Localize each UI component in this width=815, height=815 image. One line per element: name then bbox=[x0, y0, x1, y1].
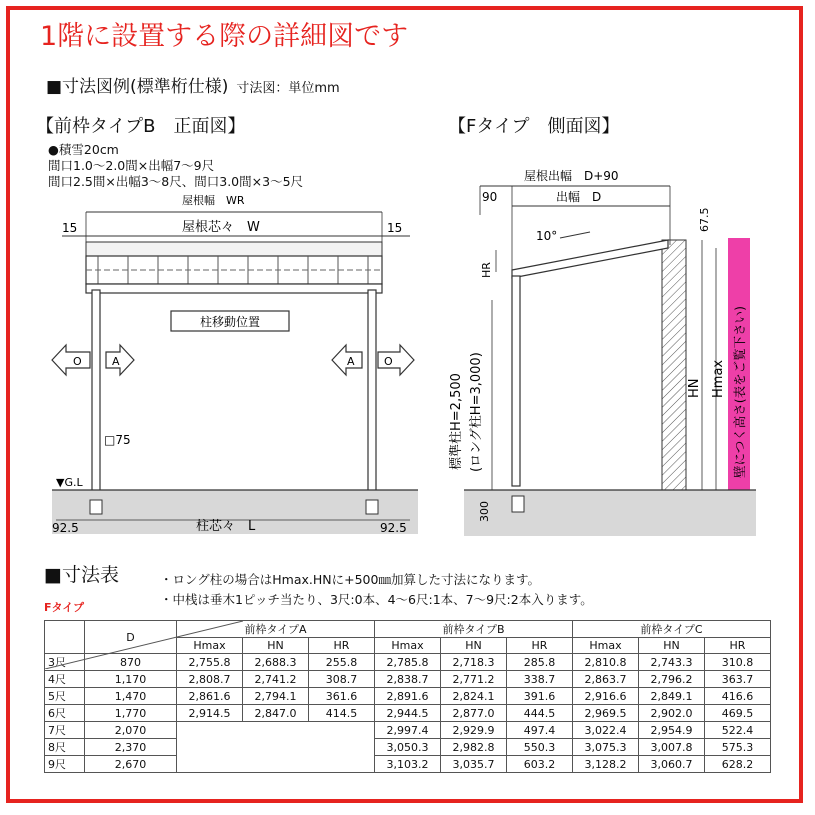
a-hn-header: HN bbox=[243, 638, 309, 654]
row-c-cell: 3,022.4 bbox=[573, 722, 639, 739]
roof-width-label: 屋根幅 WR bbox=[182, 194, 245, 207]
row-b-cell: 2,877.0 bbox=[441, 705, 507, 722]
front-view-drawing bbox=[52, 193, 418, 535]
unit-note: 寸法図：単位mm bbox=[236, 81, 340, 96]
row-a-cell: 2,808.7 bbox=[177, 671, 243, 688]
dimension-table-body bbox=[45, 654, 771, 773]
c-hr-header: HR bbox=[705, 638, 771, 654]
table-row bbox=[45, 688, 771, 705]
row-c-cell: 2,863.7 bbox=[573, 671, 639, 688]
row-b-cell: 2,997.4 bbox=[375, 722, 441, 739]
long-post-note: ・ロング柱の場合はHmax.HNに+500㎜加算した寸法になります。 bbox=[160, 572, 540, 587]
d-header: D bbox=[85, 621, 177, 654]
projection-label: 出幅 D bbox=[556, 190, 602, 204]
row-d: 1,770 bbox=[85, 705, 177, 722]
post-size-label: □75 bbox=[104, 433, 131, 447]
row-a-cell: 361.6 bbox=[309, 688, 375, 705]
row-d: 1,470 bbox=[85, 688, 177, 705]
standard-post-label: 標準柱H=2,500 bbox=[449, 373, 464, 470]
row-size: 9尺 bbox=[45, 756, 85, 773]
row-c-cell: 628.2 bbox=[705, 756, 771, 773]
row-b-cell: 2,982.8 bbox=[441, 739, 507, 756]
group-a-header: 前枠タイプA bbox=[177, 621, 375, 638]
group-b-header: 前枠タイプB bbox=[375, 621, 573, 638]
a-hmax-header: Hmax bbox=[177, 638, 243, 654]
row-c-cell: 416.6 bbox=[705, 688, 771, 705]
row-a-cell: 255.8 bbox=[309, 654, 375, 671]
table-row bbox=[45, 739, 771, 756]
row-a-cell: 2,755.8 bbox=[177, 654, 243, 671]
row-a-cell: 2,741.2 bbox=[243, 671, 309, 688]
left-15-label: 15 bbox=[62, 221, 78, 235]
post-move-label: 柱移動位置 bbox=[199, 315, 261, 329]
post-core-label: 柱芯々 L bbox=[196, 519, 256, 534]
row-c-cell: 2,916.6 bbox=[573, 688, 639, 705]
b-hr-header: HR bbox=[507, 638, 573, 654]
right-footing bbox=[366, 500, 378, 514]
roof-core-label: 屋根芯々 W bbox=[182, 220, 260, 235]
row-a-cell: 414.5 bbox=[309, 705, 375, 722]
row-c-cell: 2,969.5 bbox=[573, 705, 639, 722]
page-title: 1階に設置する際の詳細図です bbox=[40, 21, 409, 52]
f-type-label: Fタイプ bbox=[44, 601, 84, 614]
row-b-cell: 285.8 bbox=[507, 654, 573, 671]
right-925-label: 92.5 bbox=[380, 521, 407, 535]
roof-front-frame bbox=[86, 242, 382, 256]
row-d: 2,070 bbox=[85, 722, 177, 739]
row-b-cell: 2,771.2 bbox=[441, 671, 507, 688]
arrow-a-right-label: A bbox=[347, 355, 355, 368]
table-row bbox=[45, 671, 771, 688]
hr-label: HR bbox=[480, 262, 493, 278]
row-a-cell: 2,794.1 bbox=[243, 688, 309, 705]
side-view-drawing bbox=[448, 168, 756, 536]
side-view-heading: 【Fタイプ 側面図】 bbox=[448, 116, 620, 137]
row-b-cell: 2,891.6 bbox=[375, 688, 441, 705]
left-footing bbox=[90, 500, 102, 514]
row-d: 2,670 bbox=[85, 756, 177, 773]
c-hmax-header: Hmax bbox=[573, 638, 639, 654]
row-b-cell: 550.3 bbox=[507, 739, 573, 756]
row-c-cell: 575.3 bbox=[705, 739, 771, 756]
table-row bbox=[45, 705, 771, 722]
row-a-cell: 2,847.0 bbox=[243, 705, 309, 722]
row-a-cell: 308.7 bbox=[309, 671, 375, 688]
row-c-cell: 2,796.2 bbox=[639, 671, 705, 688]
row-c-cell: 310.8 bbox=[705, 654, 771, 671]
table-row bbox=[45, 722, 771, 739]
row-c-cell: 522.4 bbox=[705, 722, 771, 739]
row-b-cell: 3,035.7 bbox=[441, 756, 507, 773]
table-section-heading: ■寸法表 bbox=[44, 564, 119, 586]
middle-bar-note: ・中桟は垂木1ピッチ当たり、3尺:0本、4〜6尺:1本、7〜9尺:2本入ります。 bbox=[160, 592, 593, 607]
not-applicable-cell bbox=[177, 722, 375, 773]
row-b-cell: 2,838.7 bbox=[375, 671, 441, 688]
row-b-cell: 3,103.2 bbox=[375, 756, 441, 773]
arrow-right-a bbox=[106, 345, 134, 375]
arrow-a-left-label: A bbox=[112, 355, 120, 368]
row-b-cell: 2,944.5 bbox=[375, 705, 441, 722]
row-b-cell: 603.2 bbox=[507, 756, 573, 773]
row-c-cell: 2,810.8 bbox=[573, 654, 639, 671]
row-a-cell: 2,861.6 bbox=[177, 688, 243, 705]
row-c-cell: 363.7 bbox=[705, 671, 771, 688]
front-beam bbox=[86, 284, 382, 293]
b-hmax-header: Hmax bbox=[375, 638, 441, 654]
angle-label: 10° bbox=[536, 229, 558, 243]
group-c-header: 前枠タイプC bbox=[573, 621, 771, 638]
arrow-o-left-label: O bbox=[73, 355, 82, 368]
row-size: 5尺 bbox=[45, 688, 85, 705]
row-b-cell: 2,785.8 bbox=[375, 654, 441, 671]
side-post bbox=[512, 276, 520, 486]
row-d: 870 bbox=[85, 654, 177, 671]
row-c-cell: 469.5 bbox=[705, 705, 771, 722]
row-size: 6尺 bbox=[45, 705, 85, 722]
row-b-cell: 391.6 bbox=[507, 688, 573, 705]
table-row bbox=[45, 756, 771, 773]
row-a-cell: 2,914.5 bbox=[177, 705, 243, 722]
row-b-cell: 2,824.1 bbox=[441, 688, 507, 705]
dimension-section-title: ■寸法図例(標準桁仕様) bbox=[46, 77, 229, 97]
row-c-cell: 2,902.0 bbox=[639, 705, 705, 722]
row-d: 2,370 bbox=[85, 739, 177, 756]
row-size: 8尺 bbox=[45, 739, 85, 756]
row-b-cell: 2,718.3 bbox=[441, 654, 507, 671]
right-15-label: 15 bbox=[387, 221, 403, 235]
wall-note: 壁につく高さ(表をご覧下さい) bbox=[732, 305, 747, 478]
hmax-label: Hmax bbox=[711, 359, 726, 398]
side-ground bbox=[464, 490, 756, 536]
row-size: 3尺 bbox=[45, 654, 85, 671]
hn-label: HN bbox=[687, 378, 702, 398]
row-size: 4尺 bbox=[45, 671, 85, 688]
wall bbox=[662, 240, 686, 490]
row-b-cell: 444.5 bbox=[507, 705, 573, 722]
b-hn-header: HN bbox=[441, 638, 507, 654]
front-view-heading: 【前枠タイプB 正面図】 bbox=[36, 116, 246, 137]
span-condition-1: 間口1.0〜2.0間×出幅7〜9尺 bbox=[48, 158, 215, 173]
row-b-cell: 3,050.3 bbox=[375, 739, 441, 756]
row-b-cell: 338.7 bbox=[507, 671, 573, 688]
roof-overhang-label: 屋根出幅 D+90 bbox=[524, 169, 619, 183]
row-d: 1,170 bbox=[85, 671, 177, 688]
arrow-o-right-label: O bbox=[384, 355, 393, 368]
gl-label: ▼G.L bbox=[56, 476, 83, 489]
row-b-cell: 497.4 bbox=[507, 722, 573, 739]
top-675-label: 67.5 bbox=[698, 207, 711, 232]
row-c-cell: 3,075.3 bbox=[573, 739, 639, 756]
dimension-table bbox=[44, 620, 771, 773]
side-roof bbox=[512, 240, 668, 278]
row-c-cell: 2,743.3 bbox=[639, 654, 705, 671]
row-c-cell: 2,849.1 bbox=[639, 688, 705, 705]
right-post bbox=[368, 290, 376, 492]
row-c-cell: 3,007.8 bbox=[639, 739, 705, 756]
a-hr-header: HR bbox=[309, 638, 375, 654]
snow-condition: ●積雪20cm bbox=[48, 142, 119, 157]
span-condition-2: 間口2.5間×出幅3〜8尺、間口3.0間×3〜5尺 bbox=[48, 174, 304, 189]
left-925-label: 92.5 bbox=[52, 521, 79, 535]
row-c-cell: 3,060.7 bbox=[639, 756, 705, 773]
row-a-cell: 2,688.3 bbox=[243, 654, 309, 671]
left-post bbox=[92, 290, 100, 492]
row-c-cell: 2,954.9 bbox=[639, 722, 705, 739]
offset-90-label: 90 bbox=[482, 190, 498, 204]
c-hn-header: HN bbox=[639, 638, 705, 654]
depth-300-label: 300 bbox=[478, 501, 491, 522]
row-b-cell: 2,929.9 bbox=[441, 722, 507, 739]
arrow-left-o bbox=[52, 345, 90, 375]
row-size: 7尺 bbox=[45, 722, 85, 739]
row-c-cell: 3,128.2 bbox=[573, 756, 639, 773]
side-footing bbox=[512, 496, 524, 512]
long-post-label: (ロング柱H=3,000) bbox=[469, 352, 484, 472]
